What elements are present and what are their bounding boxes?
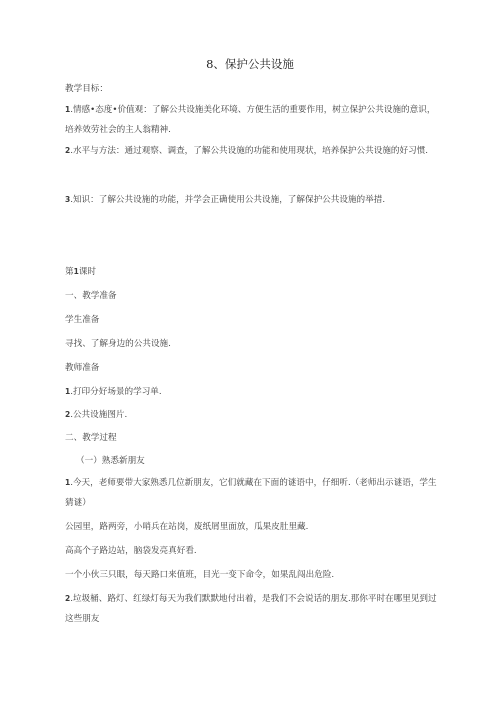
goal-text: .情感•态度•价值观：了解公共设施美化环境、方便生活的重要作用，树立保护公共设施的意识，培养效劳社会的主人翁精神. <box>65 105 436 135</box>
student-prep-text: 寻找、了解身边的公共设施. <box>65 339 171 349</box>
lesson-label: 第1课时 <box>65 267 97 277</box>
goal-number: 3 <box>65 195 71 204</box>
process-step-1: 1.今天，老师要带大家熟悉几位新朋友，它们就藏在下面的谜语中，仔细听.（老师出示谜语，学生猜谜） <box>65 478 437 508</box>
goal-item-1 <box>65 100 437 140</box>
goal-item-2 <box>65 141 437 161</box>
riddle-2: 高高个子路边站，脑袋发亮真好看. <box>65 546 197 556</box>
page-title: 8、保护公共设施 <box>206 57 294 71</box>
goal-number: 1 <box>65 105 71 114</box>
process-subheading: （一）熟悉新朋友 <box>76 456 145 466</box>
teacher-prep-heading: 教师准备 <box>65 363 100 373</box>
section-heading-prep: 一、教学准备 <box>65 291 117 301</box>
goal-text: .知识：了解公共设施的功能，并学会正确使用公共设施，了解保护公共设施的举措. <box>70 195 386 205</box>
teacher-prep-item-1: 1.打印分好场景的学习单. <box>65 387 162 397</box>
teacher-prep-item-2: 2.公共设施图片. <box>65 410 128 420</box>
process-step-2: 2.垃圾桶、路灯、红绿灯每天为我们默默地付出着，是我们不会说话的朋友.那你平时在哪里见到过这些朋友 <box>65 594 437 624</box>
goal-number: 2 <box>65 146 71 155</box>
goal-text: .水平与方法：通过观察、调查，了解公共设施的功能和使用现状，培养保护公共设施的好习惯. <box>70 146 429 156</box>
goals-heading: 教学目标： <box>65 84 108 94</box>
section-heading-process: 二、教学过程 <box>65 433 117 443</box>
student-prep-heading: 学生准备 <box>65 315 100 325</box>
riddle-3: 一个小伙三只眼，每天路口来值班，目光一变下命令，如果乱闯出危险. <box>65 570 335 580</box>
goal-item-3 <box>65 190 437 210</box>
riddle-1: 公园里，路两旁，小哨兵在站岗，废纸屑里面放，瓜果皮肚里藏. <box>65 522 309 532</box>
